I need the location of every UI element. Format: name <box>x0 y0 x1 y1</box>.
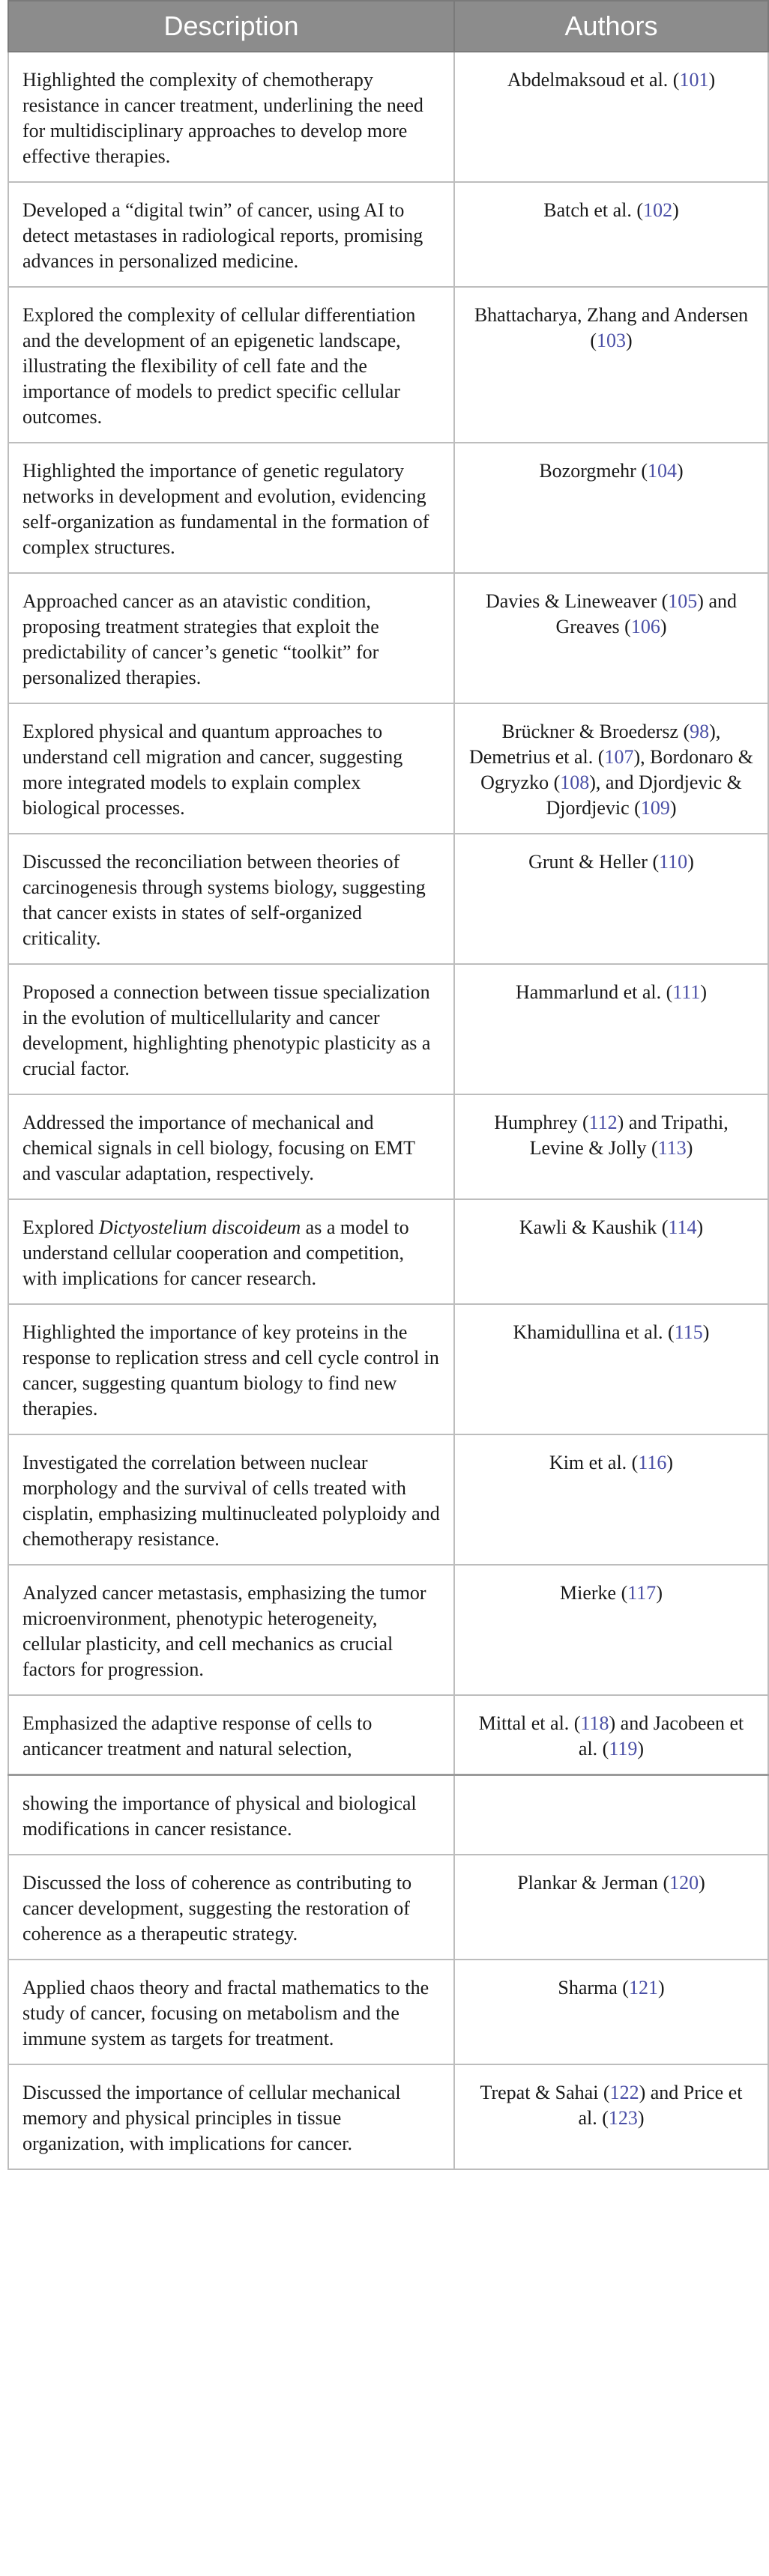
author-text: Plankar & Jerman ( <box>517 1872 670 1894</box>
reference-link[interactable]: 105 <box>668 590 698 612</box>
author-text: ) and Price et al. ( <box>578 2082 743 2129</box>
author-text: ) <box>700 981 708 1003</box>
description-cell: Proposed a connection between tissue specialization in the evolution of multicellularity and cancer development, highlighting phenotypic plasticity as a crucial factor. <box>8 964 454 1094</box>
reference-link[interactable]: 116 <box>638 1452 667 1473</box>
reference-link[interactable]: 111 <box>672 981 701 1003</box>
author-text: Bhattacharya, Zhang and Andersen ( <box>474 304 749 351</box>
species-name: Dictyostelium discoideum <box>98 1216 301 1238</box>
author-text: Hammarlund et al. ( <box>515 981 673 1003</box>
authors-cell <box>454 182 768 287</box>
description-cell: Applied chaos theory and fractal mathematics to the study of cancer, focusing on metabolism and the immune system as targets for treatment. <box>8 1960 454 2064</box>
reference-link[interactable]: 106 <box>630 616 660 637</box>
author-text: ) <box>666 1452 674 1473</box>
description-cell: Investigated the correlation between nuclear morphology and the survival of cells treated with cisplatin, emphasizing multinucleated polyploidy and chemotherapy resistance. <box>8 1434 454 1565</box>
authors-cell <box>454 1094 768 1199</box>
table-row <box>8 1434 768 1565</box>
table-header-row <box>8 1 768 52</box>
description-cell: Discussed the reconciliation between theories of carcinogenesis through systems biology, suggesting that cancer exists in states of self-organized criticality. <box>8 834 454 964</box>
table-row <box>8 964 768 1094</box>
author-text: ) <box>686 1137 693 1159</box>
description-cell: Explored the complexity of cellular differentiation and the development of an epigenetic landscape, illustrating the flexibility of cell fate and the importance of models to predict specific cellular outcomes. <box>8 287 454 443</box>
author-text: ) <box>669 797 677 819</box>
authors-cell <box>454 964 768 1094</box>
reference-link[interactable]: 103 <box>597 330 626 351</box>
author-text: Mierke ( <box>560 1582 628 1604</box>
authors-cell <box>454 1199 768 1304</box>
description-cell: Discussed the importance of cellular mechanical memory and physical principles in tissue organization, with implications for cancer. <box>8 2064 454 2169</box>
author-text: ) <box>656 1582 663 1604</box>
authors-cell <box>454 1565 768 1695</box>
reference-link[interactable]: 107 <box>604 746 634 768</box>
description-cell <box>8 1199 454 1304</box>
reference-link[interactable]: 112 <box>588 1112 618 1133</box>
description-cell: Highlighted the importance of key proteins in the response to replication stress and cell cycle control in cancer, suggesting quantum biology to find new therapies. <box>8 1304 454 1434</box>
description-cell: Emphasized the adaptive response of cells to anticancer treatment and natural selection, <box>8 1695 454 1775</box>
author-text: Brückner & Broedersz ( <box>501 721 690 742</box>
reference-link[interactable]: 109 <box>640 797 670 819</box>
description-cell: Explored physical and quantum approaches to understand cell migration and cancer, suggesting more integrated models to explain complex biological processes. <box>8 703 454 834</box>
reference-link[interactable]: 120 <box>669 1872 699 1894</box>
authors-cell <box>454 1304 768 1434</box>
description-cell: showing the importance of physical and biological modifications in cancer resistance. <box>8 1775 454 1855</box>
reference-link[interactable]: 98 <box>690 721 710 742</box>
reference-link[interactable]: 104 <box>647 460 677 482</box>
literature-table <box>7 0 769 2170</box>
authors-cell <box>454 287 768 443</box>
table-row <box>8 443 768 573</box>
header-authors: Authors <box>454 1 768 52</box>
author-text: ) <box>657 1977 665 1998</box>
author-text: ) <box>626 330 633 351</box>
description-cell: Highlighted the importance of genetic regulatory networks in development and evolution, evidencing self-organization as fundamental in the formation of complex structures. <box>8 443 454 573</box>
author-text: ) and Tripathi, Levine & Jolly ( <box>529 1112 729 1159</box>
description-cell: Developed a “digital twin” of cancer, using AI to detect metastases in radiological reports, promising advances in personalized medicine. <box>8 182 454 287</box>
author-text: ) <box>696 1216 704 1238</box>
authors-cell <box>454 1855 768 1960</box>
author-text: Mittal et al. ( <box>478 1712 581 1734</box>
authors-cell <box>454 1434 768 1565</box>
authors-cell <box>454 573 768 703</box>
author-text: Grunt & Heller ( <box>528 851 660 873</box>
reference-link[interactable]: 123 <box>608 2107 638 2129</box>
table-row <box>8 1960 768 2064</box>
description-text: as a model to understand cellular cooperation and competition, with implications for cancer research. <box>22 1216 409 1289</box>
reference-link[interactable]: 102 <box>643 199 673 221</box>
description-cell: Analyzed cancer metastasis, emphasizing the tumor microenvironment, phenotypic heterogeneity, cellular plasticity, and cell mechanics as crucial factors for progression. <box>8 1565 454 1695</box>
reference-link[interactable]: 119 <box>609 1738 638 1760</box>
author-text: Sharma ( <box>558 1977 629 1998</box>
reference-link[interactable]: 113 <box>657 1137 687 1159</box>
reference-link[interactable]: 108 <box>560 772 590 793</box>
table-row <box>8 1855 768 1960</box>
table-row <box>8 1695 768 1775</box>
author-text: ) <box>672 199 679 221</box>
reference-link[interactable]: 110 <box>659 851 688 873</box>
description-cell: Highlighted the complexity of chemotherapy resistance in cancer treatment, underlining the need for multidisciplinary approaches to develop more effective therapies. <box>8 52 454 182</box>
table-row <box>8 573 768 703</box>
reference-link[interactable]: 118 <box>580 1712 609 1734</box>
table-row <box>8 52 768 182</box>
author-text: Bozorgmehr ( <box>539 460 648 482</box>
author-text: ) and Greaves ( <box>555 590 737 637</box>
table-row <box>8 2064 768 2169</box>
author-text: ) <box>708 69 716 91</box>
author-text: ), Demetrius et al. ( <box>468 721 721 768</box>
table-row <box>8 182 768 287</box>
table-row <box>8 834 768 964</box>
author-text: ) <box>660 616 667 637</box>
author-text: ) and Jacobeen et al. ( <box>578 1712 744 1760</box>
description-cell: Discussed the loss of coherence as contributing to cancer development, suggesting the restoration of coherence as a therapeutic strategy. <box>8 1855 454 1960</box>
authors-cell <box>454 1695 768 1775</box>
table-row <box>8 1199 768 1304</box>
author-text: ) <box>699 1872 705 1894</box>
author-text: ) <box>637 2107 645 2129</box>
author-text: Humphrey ( <box>494 1112 589 1133</box>
description-cell: Approached cancer as an atavistic condition, proposing treatment strategies that exploit the predictability of cancer’s genetic “toolkit” for personalized therapies. <box>8 573 454 703</box>
author-text: ), Bordonaro & Ogryzko ( <box>480 746 754 793</box>
author-text: Kim et al. ( <box>549 1452 639 1473</box>
author-text: Abdelmaksoud et al. ( <box>507 69 680 91</box>
reference-link[interactable]: 121 <box>628 1977 658 1998</box>
author-text: ) <box>702 1321 710 1343</box>
table-row <box>8 1775 768 1855</box>
table-row <box>8 703 768 834</box>
author-text: Khamidullina et al. ( <box>513 1321 675 1343</box>
author-text: Kawli & Kaushik ( <box>519 1216 669 1238</box>
authors-cell <box>454 703 768 834</box>
authors-cell <box>454 1960 768 2064</box>
reference-link[interactable]: 114 <box>668 1216 697 1238</box>
author-text: ), and Djordjevic & Djordjevic ( <box>546 772 742 819</box>
author-text: Trepat & Sahai ( <box>480 2082 610 2103</box>
description-cell: Addressed the importance of mechanical and chemical signals in cell biology, focusing on EMT and vascular adaptation, respectively. <box>8 1094 454 1199</box>
reference-link[interactable]: 122 <box>609 2082 639 2103</box>
table-row <box>8 1094 768 1199</box>
table-row <box>8 1565 768 1695</box>
table-body <box>8 52 768 2169</box>
reference-link[interactable]: 115 <box>674 1321 703 1343</box>
reference-link[interactable]: 117 <box>627 1582 657 1604</box>
author-text: Batch et al. ( <box>543 199 644 221</box>
author-text: ) <box>676 460 684 482</box>
reference-link[interactable]: 101 <box>679 69 709 91</box>
table-row <box>8 1304 768 1434</box>
author-text: Davies & Lineweaver ( <box>486 590 669 612</box>
table-row <box>8 287 768 443</box>
authors-cell <box>454 834 768 964</box>
literature-table-container <box>7 0 768 2170</box>
authors-cell <box>454 1775 768 1855</box>
authors-cell <box>454 443 768 573</box>
header-description: Description <box>8 1 454 52</box>
author-text: ) <box>637 1738 645 1760</box>
authors-cell <box>454 2064 768 2169</box>
description-text: Explored <box>22 1216 99 1238</box>
authors-cell <box>454 52 768 182</box>
author-text: ) <box>687 851 694 873</box>
